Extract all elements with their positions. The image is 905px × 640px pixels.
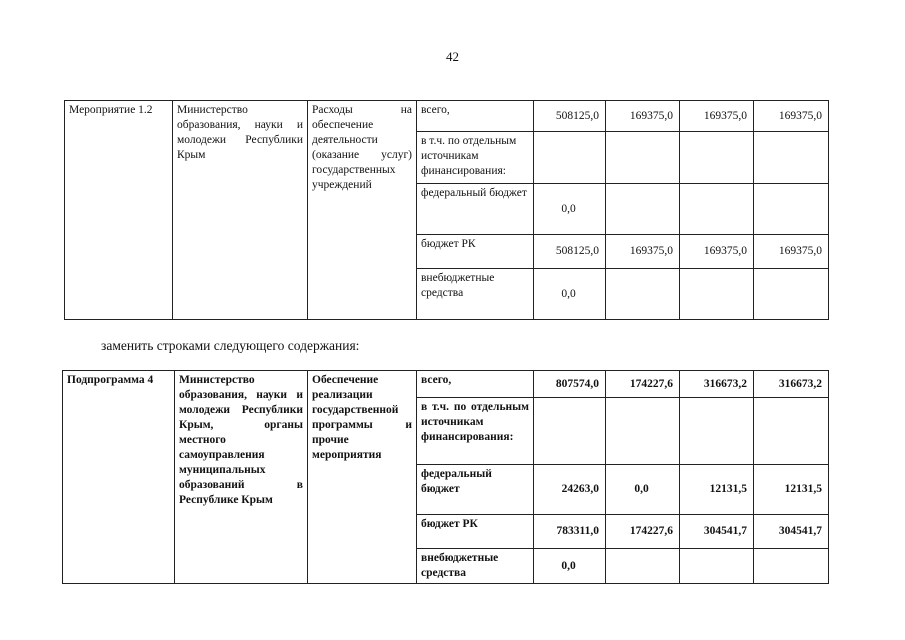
value-cell: 508125,0 [534,101,606,132]
value-cell: 169375,0 [606,101,680,132]
source-cell: бюджет РК [417,235,534,269]
page-number: 42 [446,49,459,64]
value-cell: 24263,0 [534,465,606,515]
source-cell: внебюджетные средства [417,549,534,584]
value-cell: 169375,0 [680,101,754,132]
value-cell: 174227,6 [606,515,680,549]
value-cell: 316673,2 [754,371,829,398]
value-cell [606,398,680,465]
value-cell: 316673,2 [680,371,754,398]
value-cell: 169375,0 [680,235,754,269]
value-cell: 304541,7 [754,515,829,549]
value-cell [754,269,829,320]
value-cell: 12131,5 [754,465,829,515]
source-cell: в т.ч. по отдельным источникам финансирования: [417,398,534,465]
value-cell: 0,0 [534,549,606,584]
value-cell [606,549,680,584]
funding-table-original [64,100,829,320]
value-cell: 508125,0 [534,235,606,269]
value-cell [606,269,680,320]
value-cell: 304541,7 [680,515,754,549]
replace-instruction: заменить строками следующего содержания: [101,338,360,353]
value-cell [754,132,829,184]
source-cell: в т.ч. по отдельным источникам финансирования: [417,132,534,184]
value-cell: 0,0 [606,465,680,515]
value-cell [754,184,829,235]
source-cell: внебюджетные средства [417,269,534,320]
value-cell: 0,0 [534,269,606,320]
value-cell: 12131,5 [680,465,754,515]
expense-cell: Обеспечение реализации государственной программы и прочие мероприятия [308,371,417,584]
value-cell [680,269,754,320]
value-cell [680,132,754,184]
value-cell: 174227,6 [606,371,680,398]
measure-cell: Мероприятие 1.2 [65,101,173,320]
funding-table-replacement [62,370,829,584]
value-cell: 783311,0 [534,515,606,549]
executor-cell: Министерство образования, науки и молодежи Республики Крым [173,101,308,320]
source-cell: всего, [417,371,534,398]
source-cell: всего, [417,101,534,132]
value-cell: 807574,0 [534,371,606,398]
value-cell [606,184,680,235]
value-cell: 0,0 [534,184,606,235]
source-cell: федеральный бюджет [417,184,534,235]
value-cell [680,184,754,235]
source-cell: федеральный бюджет [417,465,534,515]
value-cell [534,132,606,184]
executor-cell: Министерство образования, науки и молодежи Республики Крым, органы местного самоуправления муниципальных образований в Республике Крым [175,371,308,584]
value-cell [680,549,754,584]
value-cell: 169375,0 [754,101,829,132]
value-cell [606,132,680,184]
expense-cell: Расходы на обеспечение деятельности (оказание услуг) государственных учреждений [308,101,417,320]
measure-cell: Подпрограмма 4 [63,371,175,584]
value-cell: 169375,0 [754,235,829,269]
value-cell [680,398,754,465]
value-cell [534,398,606,465]
source-cell: бюджет РК [417,515,534,549]
value-cell: 169375,0 [606,235,680,269]
value-cell [754,549,829,584]
value-cell [754,398,829,465]
